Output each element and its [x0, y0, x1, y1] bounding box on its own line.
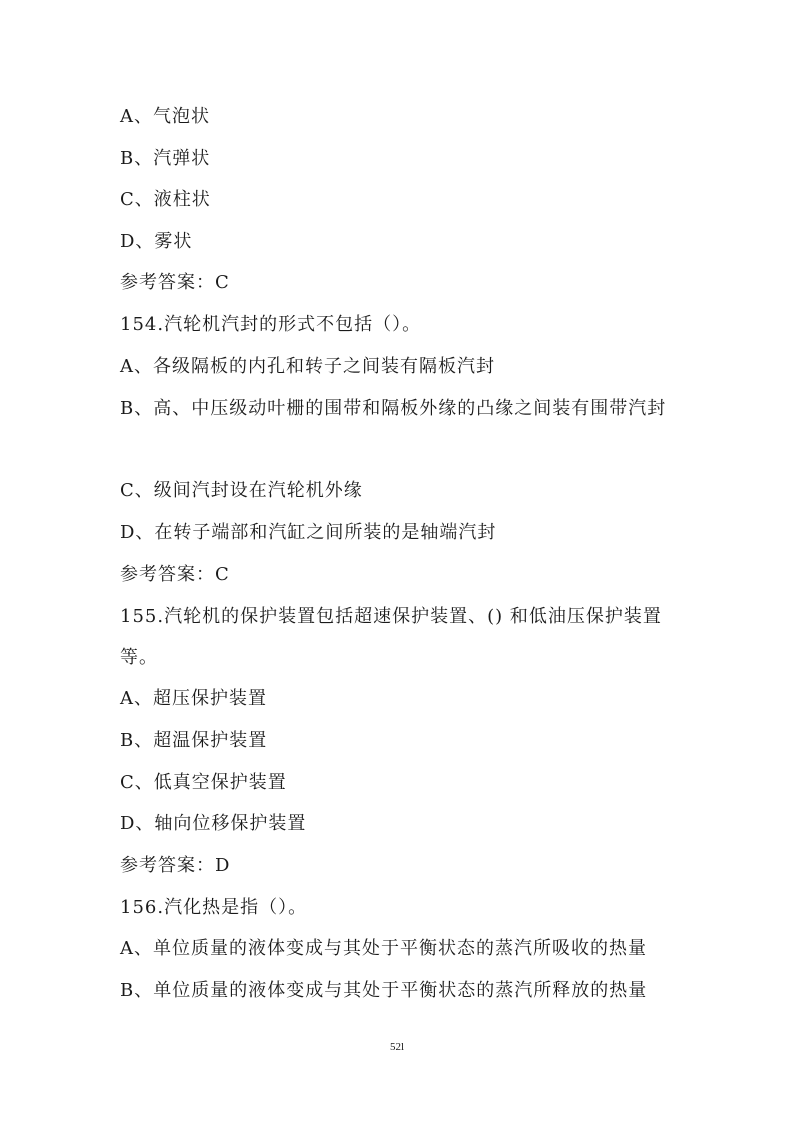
- option-a-q154: A、各级隔板的内孔和转子之间装有隔板汽封: [120, 356, 495, 377]
- answer-q154: 参考答案：C: [120, 564, 230, 585]
- option-b-q153: B、汽弹状: [120, 148, 211, 169]
- option-c-q153: C、液柱状: [120, 189, 211, 210]
- option-c-q154: C、级间汽封设在汽轮机外缘: [120, 480, 363, 501]
- answer-q155: 参考答案：D: [120, 855, 231, 876]
- option-b-q155: B、超温保护装置: [120, 730, 268, 751]
- page-number: 52l: [389, 1041, 405, 1053]
- option-b-q156: B、单位质量的液体变成与其处于平衡状态的蒸汽所释放的热量: [120, 980, 648, 1001]
- option-d-q153: D、雾状: [120, 231, 193, 252]
- answer-q153: 参考答案：C: [120, 272, 230, 293]
- option-b-q154: B、高、中压级动叶栅的围带和隔板外缘的凸缘之间装有围带汽封: [120, 398, 667, 419]
- question-155: 155.汽轮机的保护装置包括超速保护装置、() 和低油压保护装置等。: [120, 606, 662, 668]
- option-a-q155: A、超压保护装置: [120, 688, 267, 709]
- option-d-q154: D、在转子端部和汽缸之间所装的是轴端汽封: [120, 522, 497, 543]
- option-a-q156: A、单位质量的液体变成与其处于平衡状态的蒸汽所吸收的热量: [120, 938, 647, 959]
- option-a-q153: A、气泡状: [120, 106, 210, 127]
- option-d-q155: D、轴向位移保护装置: [120, 813, 307, 834]
- question-156: 156.汽化热是指（）。: [120, 897, 308, 918]
- question-154: 154.汽轮机汽封的形式不包括（）。: [120, 314, 422, 335]
- option-c-q155: C、低真空保护装置: [120, 772, 287, 793]
